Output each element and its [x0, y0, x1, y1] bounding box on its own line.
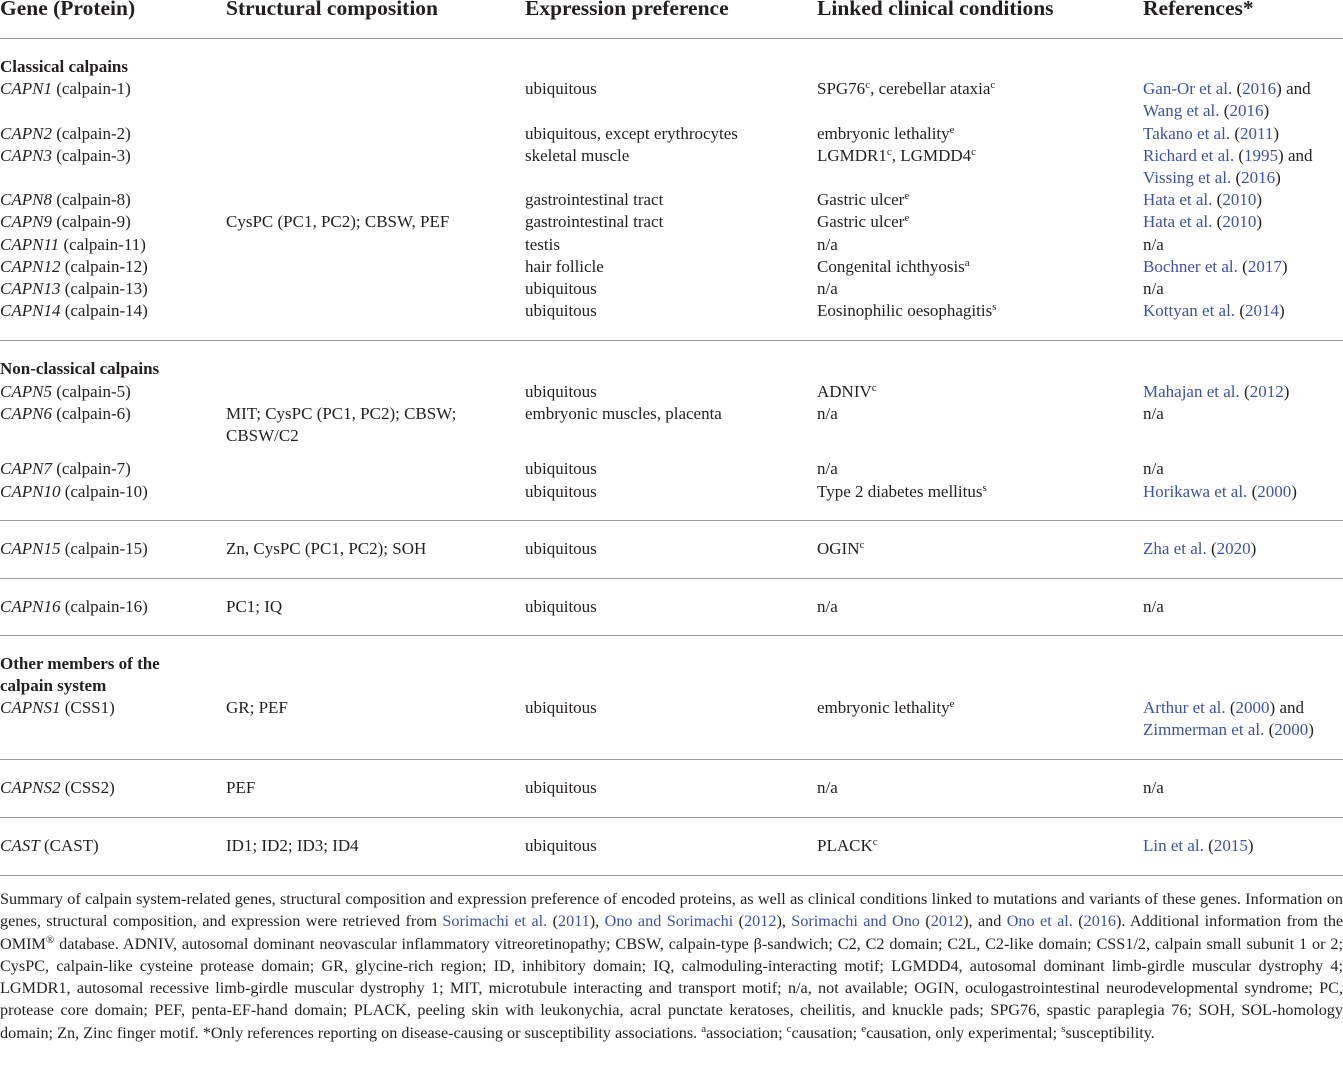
structure-nonclassical: MIT; CysPC (PC1, PC2); CBSW; — [226, 404, 457, 423]
expression-cell: ubiquitous — [525, 382, 597, 401]
expression-cell: ubiquitous — [525, 597, 597, 616]
reference-cell — [1143, 167, 1281, 189]
structure-cell: GR; PEF — [226, 698, 288, 717]
gene-symbol: CAPN6 — [0, 404, 52, 423]
section-divider — [0, 759, 1343, 760]
reference-link[interactable]: Gan-Or et al. — [1143, 79, 1233, 98]
reference-cell: Gan-Or et al. (2016) and — [1143, 79, 1311, 98]
reference-link[interactable]: Hata et al. — [1143, 190, 1213, 209]
table-row — [0, 697, 115, 719]
gene-symbol: CAPN8 — [0, 190, 52, 209]
reference-year: (2000) — [1268, 720, 1314, 739]
expression-cell: ubiquitous — [525, 482, 597, 501]
reference-cell: Richard et al. (1995) and — [1143, 146, 1313, 165]
reference-link[interactable]: Zimmerman et al. — [1143, 720, 1265, 739]
reference-year-link[interactable]: 2012 — [1249, 382, 1284, 401]
reference-cell — [1143, 835, 1254, 857]
reference-year-link[interactable]: 2011 — [558, 912, 590, 931]
section-divider — [0, 817, 1343, 818]
table-row — [0, 481, 148, 503]
reference-link[interactable]: Ono et al. — [1006, 912, 1073, 931]
reference-year: (2017) — [1242, 257, 1288, 276]
reference-year: (2010) — [1216, 212, 1262, 231]
reference-link[interactable]: Richard et al. — [1143, 146, 1235, 165]
table-row — [0, 596, 148, 618]
protein-name: (CSS1) — [64, 698, 115, 717]
protein-name: (calpain-13) — [64, 279, 148, 298]
table-row — [0, 256, 148, 278]
expression-cell: gastrointestinal tract — [525, 212, 664, 231]
gene-symbol: CAPN1 — [0, 79, 52, 98]
reference-year: (2011) — [1234, 124, 1280, 143]
table-row — [0, 145, 131, 167]
expression-cell: ubiquitous — [525, 279, 597, 298]
clinical-cell: ADNIV$^c$ — [817, 382, 877, 401]
clinical-cell: Eosinophilic oesophagitis$^s$ — [817, 301, 997, 320]
structure-cell: PEF — [226, 778, 256, 797]
reference-year-link[interactable]: 2010 — [1222, 212, 1257, 231]
table-row — [0, 835, 99, 857]
reference-link[interactable]: Lin et al. — [1143, 836, 1204, 855]
gene-symbol: CAPNS2 — [0, 778, 61, 797]
expression-cell: ubiquitous — [525, 539, 597, 558]
section-nonclassical: Non-classical calpains — [0, 359, 160, 378]
expression-cell: ubiquitous — [525, 301, 597, 320]
reference-cell — [1143, 719, 1314, 741]
gene-symbol: CAST — [0, 836, 40, 855]
reference-cell — [1143, 300, 1285, 322]
clinical-cell: n/a — [817, 597, 838, 616]
table-row — [0, 458, 131, 480]
reference-link[interactable]: Zha et al. — [1143, 539, 1207, 558]
clinical-cell: PLACK$^c$ — [817, 836, 878, 855]
header-expression: Expression preference — [525, 0, 729, 20]
protein-name: (calpain-1) — [56, 79, 131, 98]
reference-cell — [1143, 256, 1287, 278]
reference-year-link[interactable]: 1995 — [1244, 146, 1279, 165]
clinical-cell: Congenital ichthyosis$^a$ — [817, 257, 970, 276]
reference-year-link[interactable]: 2010 — [1222, 190, 1257, 209]
reference-year: (2014) — [1239, 301, 1285, 320]
clinical-cell: LGMDR1$^c$, LGMDD4$^c$ — [817, 146, 977, 165]
reference-year: (2012) — [738, 912, 782, 931]
section-divider — [0, 578, 1343, 579]
reference-year: (2016) — [1078, 912, 1122, 931]
header-clinical: Linked clinical conditions — [817, 0, 1054, 20]
reference-cell: n/a — [1143, 404, 1164, 423]
clinical-cell: Gastric ulcer$^e$ — [817, 212, 910, 231]
reference-cell: Arthur et al. (2000) and — [1143, 698, 1304, 717]
table-row — [0, 381, 131, 403]
reference-year-link[interactable]: 2000 — [1274, 720, 1309, 739]
header-gene: Gene (Protein) — [0, 0, 136, 20]
reference-year-link[interactable]: 2011 — [1240, 124, 1274, 143]
reference-cell — [1143, 123, 1279, 145]
reference-year-link[interactable]: 2012 — [744, 912, 777, 931]
reference-year: (2012) — [1244, 382, 1290, 401]
expression-cell: ubiquitous — [525, 836, 597, 855]
protein-name: (calpain-9) — [56, 212, 131, 231]
reference-cell: n/a — [1143, 279, 1164, 298]
gene-symbol: CAPNS1 — [0, 698, 61, 717]
reference-link[interactable]: Kottyan et al. — [1143, 301, 1236, 320]
clinical-cell: Type 2 diabetes mellitus$^s$ — [817, 482, 987, 501]
header-references: References* — [1143, 0, 1254, 20]
section-other: Other members of the — [0, 654, 160, 673]
clinical-cell: n/a — [817, 459, 838, 478]
reference-link[interactable]: Horikawa et al. — [1143, 482, 1248, 501]
reference-cell — [1143, 538, 1256, 560]
expression-cell: embryonic muscles, placenta — [525, 404, 722, 423]
gene-symbol: CAPN11 — [0, 235, 60, 254]
clinical-cell: n/a — [817, 404, 838, 423]
expression-cell: testis — [525, 235, 560, 254]
table-header — [0, 0, 1343, 38]
clinical-cell: n/a — [817, 279, 838, 298]
reference-year-link[interactable]: 2012 — [930, 912, 964, 931]
protein-name: (CAST) — [43, 836, 99, 855]
section-other-cont: calpain system — [0, 676, 107, 695]
reference-cell — [1143, 381, 1289, 403]
reference-link[interactable]: Mahajan et al. — [1143, 382, 1240, 401]
gene-symbol: CAPN16 — [0, 597, 61, 616]
gene-symbol: CAPN5 — [0, 382, 52, 401]
table-bottom-rule — [0, 875, 1343, 876]
clinical-cell: n/a — [817, 778, 838, 797]
table-row — [0, 78, 131, 100]
clinical-cell: Gastric ulcer$^e$ — [817, 190, 910, 209]
reference-link[interactable]: Arthur et al. — [1143, 698, 1226, 717]
reference-year: (2000) — [1251, 482, 1297, 501]
section-divider — [0, 520, 1343, 521]
reference-cell — [1143, 189, 1262, 211]
structure-cell: Zn, CysPC (PC1, PC2); SOH — [226, 539, 427, 558]
protein-name: (calpain-2) — [56, 124, 131, 143]
protein-name: (calpain-12) — [64, 257, 148, 276]
protein-name: (calpain-11) — [63, 235, 146, 254]
protein-name: (calpain-16) — [64, 597, 148, 616]
protein-name: (calpain-14) — [64, 301, 148, 320]
protein-name: (calpain-3) — [56, 146, 131, 165]
reference-year-link[interactable]: 2016 — [1241, 168, 1276, 187]
reference-year-link[interactable]: 2016 — [1083, 912, 1117, 931]
expression-cell: hair follicle — [525, 257, 604, 276]
header-divider — [0, 38, 1343, 39]
reference-year: (2012) — [925, 912, 969, 931]
reference-year-link[interactable]: 2014 — [1244, 301, 1279, 320]
table-row — [0, 403, 131, 425]
expression-cell: ubiquitous, except erythrocytes — [525, 124, 738, 143]
gene-symbol: CAPN12 — [0, 257, 61, 276]
reference-year: (1995) — [1238, 146, 1284, 165]
clinical-cell: embryonic lethality$^e$ — [817, 698, 955, 717]
reference-year: (2020) — [1210, 539, 1257, 558]
gene-symbol: CAPN14 — [0, 301, 61, 320]
protein-name: (calpain-10) — [64, 482, 148, 501]
gene-symbol: CAPN7 — [0, 459, 52, 478]
table-row — [0, 300, 148, 322]
reference-year: (2015) — [1208, 836, 1254, 855]
table-footnote: Summary of calpain system-related genes, structural composition and expression preference of encoded proteins, as well as clinical conditions linked to mutations and variants of these genes. Information on genes, structural composition, and expression were retrieved from Sorimachi et al. (2011), Ono and Sorimachi (2012), Sorimachi and Ono (2012), and Ono et al. (2016). Additional information from the OMIM® database. ADNIV, autosomal dominant neovascular inflammatory vitreoretinopathy; CBSW, calpain-type β-sandwich; C2, C2 domain; C2L, C2-like domain; CSS1/2, calpain small subunit 1 or 2; CysPC, calpain-like cysteine protease domain; GR, glycine-rich region; ID, inhibitory domain; IQ, calmoduling-interacting motif; LGMDD4, autosomal dominant limb-girdle muscular dystrophy 4; LGMDR1, autosomal recessive limb-girdle muscular dystrophy 1; MIT, microtubule interacting and transport motif; n/a, not available; OGIN, oculogastrointestinal neurodevelopmental syndrome; PC, protease core domain; PEF, penta-EF-hand domain; PLACK, peeling skin with leukonychia, acral punctate keratoses, cheilitis, and knuckle pads; SPG76, spastic paraplegia 76; SOH, SOL-homology domain; Zn, Zinc finger motif. *Only references reporting on disease-causing or susceptibility associations. $^a$association; $^c$causation; $^e$causation, only experimental; $^s$susceptibility. — [0, 890, 1343, 1042]
protein-name: (calpain-5) — [56, 382, 131, 401]
expression-cell: ubiquitous — [525, 79, 597, 98]
clinical-cell: OGIN$^c$ — [817, 539, 865, 558]
reference-year-link[interactable]: 2020 — [1216, 539, 1251, 558]
reference-cell: n/a — [1143, 459, 1164, 478]
reference-year: (2000) — [1229, 698, 1276, 717]
gene-symbol: CAPN10 — [0, 482, 61, 501]
table-row — [0, 234, 146, 256]
table-row — [0, 211, 131, 233]
gene-symbol: CAPN15 — [0, 539, 61, 558]
table-row — [0, 777, 115, 799]
reference-link[interactable]: Wang et al. — [1143, 101, 1220, 120]
structure-nonclassical-cont: CBSW/C2 — [226, 426, 299, 445]
reference-link[interactable]: Ono and Sorimachi — [604, 912, 734, 931]
reference-year-link[interactable]: 2000 — [1235, 698, 1270, 717]
reference-year-link[interactable]: 2017 — [1247, 257, 1282, 276]
reference-link[interactable]: Vissing et al. — [1143, 168, 1232, 187]
structure-classical: CysPC (PC1, PC2); CBSW, PEF — [226, 212, 450, 231]
clinical-cell: n/a — [817, 235, 838, 254]
clinical-cell: embryonic lethality$^e$ — [817, 124, 955, 143]
table-row — [0, 123, 131, 145]
section-divider — [0, 340, 1343, 341]
reference-year-link[interactable]: 2015 — [1213, 836, 1248, 855]
table-row — [0, 189, 131, 211]
expression-cell: skeletal muscle — [525, 146, 630, 165]
gene-symbol: CAPN3 — [0, 146, 52, 165]
reference-year-link[interactable]: 2016 — [1242, 79, 1277, 98]
reference-year: (2010) — [1216, 190, 1262, 209]
structure-cell: PC1; IQ — [226, 597, 283, 616]
gene-symbol: CAPN13 — [0, 279, 61, 298]
protein-name: (CSS2) — [64, 778, 115, 797]
reference-cell — [1143, 211, 1262, 233]
expression-cell: ubiquitous — [525, 698, 597, 717]
reference-year: (2016) — [1235, 168, 1281, 187]
structure-cell: ID1; ID2; ID3; ID4 — [226, 836, 359, 855]
reference-cell — [1143, 100, 1269, 122]
protein-name: (calpain-8) — [56, 190, 131, 209]
reference-year: (2016) — [1223, 101, 1270, 120]
section-classical: Classical calpains — [0, 57, 128, 76]
reference-link[interactable]: Bochner et al. — [1143, 257, 1238, 276]
reference-cell: n/a — [1143, 597, 1164, 616]
protein-name: (calpain-7) — [56, 459, 131, 478]
reference-link[interactable]: Sorimachi et al. — [442, 912, 548, 931]
expression-cell: gastrointestinal tract — [525, 190, 664, 209]
reference-link[interactable]: Hata et al. — [1143, 212, 1213, 231]
expression-cell: ubiquitous — [525, 778, 597, 797]
reference-year: (2011) — [552, 912, 596, 931]
reference-link[interactable]: Sorimachi and Ono — [791, 912, 920, 931]
clinical-cell: SPG76$^c$, cerebellar ataxia$^c$ — [817, 79, 996, 98]
table-row — [0, 278, 148, 300]
reference-cell — [1143, 481, 1297, 503]
gene-symbol: CAPN9 — [0, 212, 52, 231]
protein-name: (calpain-6) — [56, 404, 131, 423]
header-structure: Structural composition — [226, 0, 439, 20]
protein-name: (calpain-15) — [64, 539, 148, 558]
reference-link[interactable]: Takano et al. — [1143, 124, 1231, 143]
section-divider — [0, 635, 1343, 636]
reference-cell: n/a — [1143, 235, 1164, 254]
expression-cell: ubiquitous — [525, 459, 597, 478]
reference-cell: n/a — [1143, 778, 1164, 797]
table-row — [0, 538, 148, 560]
reference-year-link[interactable]: 2016 — [1229, 101, 1264, 120]
reference-year-link[interactable]: 2000 — [1257, 482, 1292, 501]
gene-symbol: CAPN2 — [0, 124, 52, 143]
